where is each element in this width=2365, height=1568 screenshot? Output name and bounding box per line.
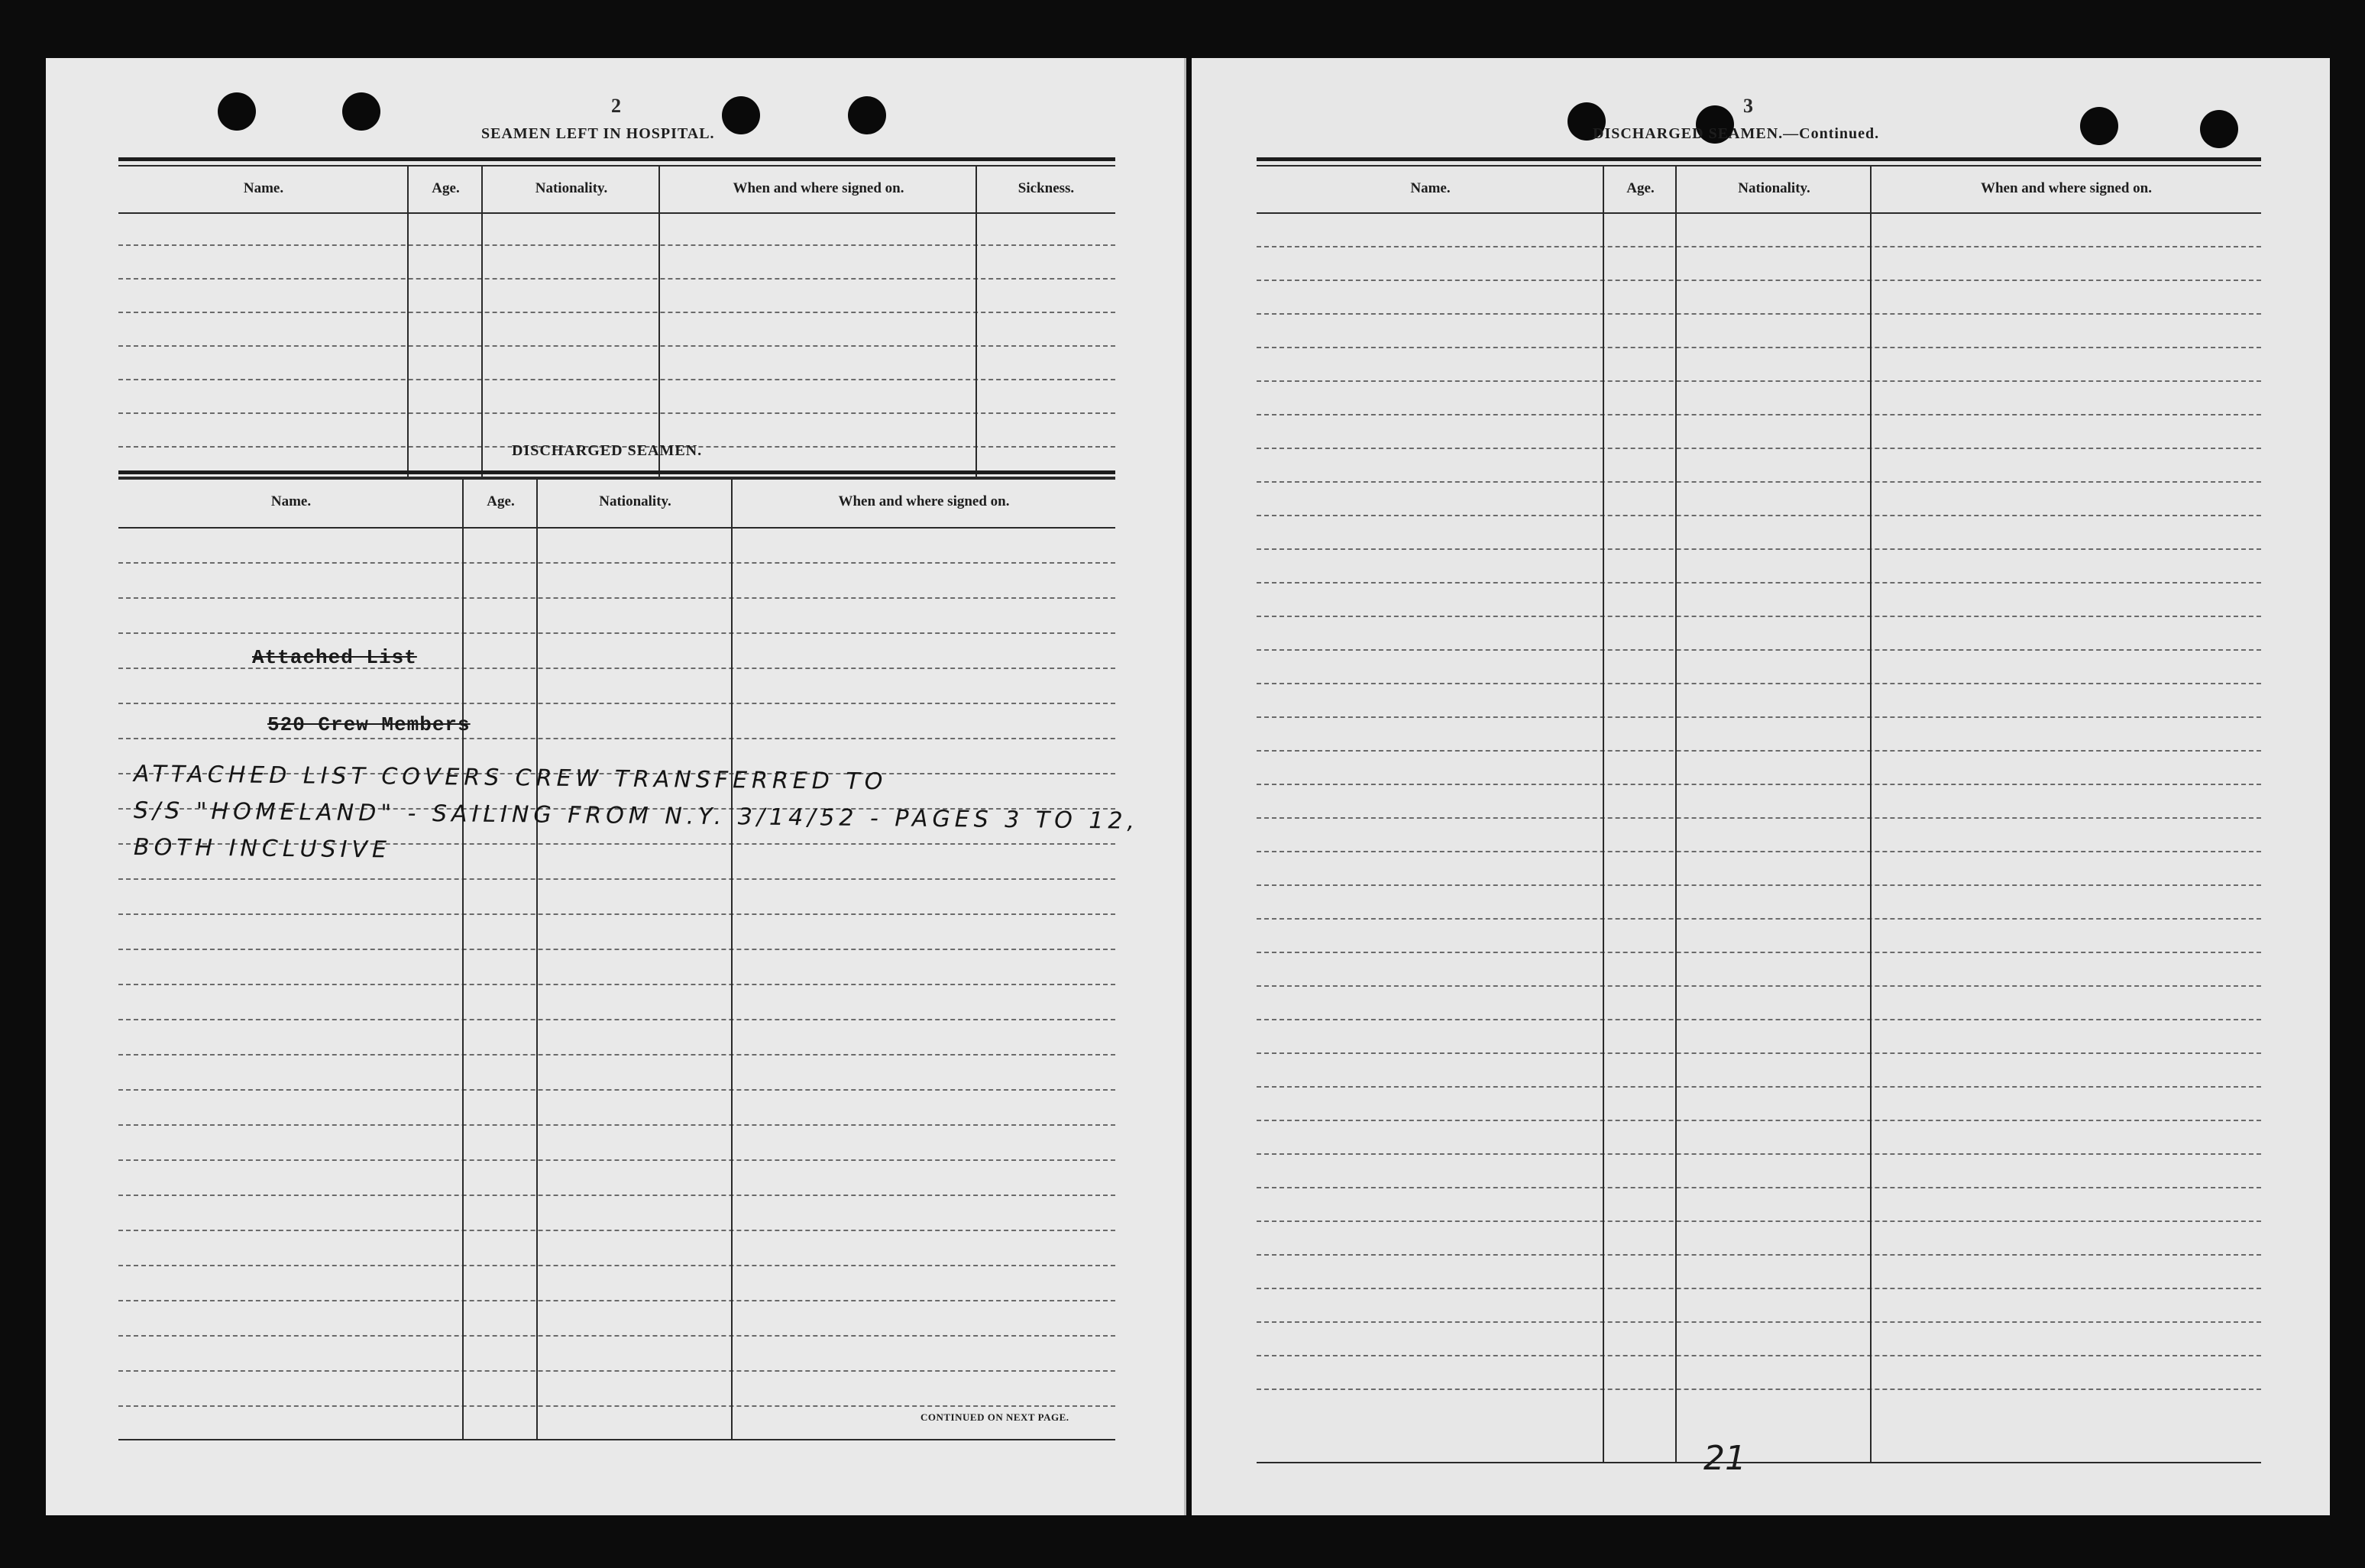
punch-hole <box>342 92 380 131</box>
column-header: Age. <box>1626 180 1655 196</box>
handwritten-note-line: ATTACHED LIST COVERS CREW TRANSFERRED TO <box>133 761 888 796</box>
column-header: When and where signed on. <box>733 180 904 196</box>
page-number: 2 <box>611 95 621 117</box>
column-header: Nationality. <box>599 493 671 509</box>
punch-hole <box>2200 110 2238 148</box>
left-page <box>46 58 1186 1515</box>
punch-hole <box>722 96 760 134</box>
discharged-table <box>118 470 1115 1463</box>
column-header: Sickness. <box>1017 180 1075 196</box>
column-header: Age. <box>432 180 460 196</box>
column-header: Name. <box>1410 180 1451 196</box>
continued-footer: CONTINUED ON NEXT PAGE. <box>920 1411 1069 1423</box>
column-header: When and where signed on. <box>1980 180 2152 196</box>
column-header: Nationality. <box>1738 180 1810 196</box>
handwritten-note-line: BOTH INCLUSIVE <box>133 834 392 864</box>
hospital-section-title: SEAMEN LEFT IN HOSPITAL. <box>481 125 715 142</box>
struck-entry: Attached List <box>252 646 417 669</box>
right-page <box>1192 58 2330 1515</box>
discharged-section-title: DISCHARGED SEAMEN. <box>512 442 703 459</box>
struck-entry: 520 Crew Members <box>267 713 471 736</box>
handwritten-note-line: S/S "HOMELAND" - SAILING FROM N.Y. 3/14/52 - PAGES 3 TO 12, <box>133 797 1140 835</box>
column-header: Name. <box>270 493 312 509</box>
handwritten-page-mark: 21 <box>1703 1439 1746 1478</box>
column-header: Age. <box>487 493 515 509</box>
punch-hole <box>218 92 256 131</box>
discharged-continued-title: DISCHARGED SEAMEN.—Continued. <box>1593 125 1880 142</box>
page-number: 3 <box>1743 95 1753 117</box>
discharged-continued-table <box>1257 157 2261 1471</box>
column-header: Name. <box>243 180 284 196</box>
hospital-table <box>118 157 1115 486</box>
column-header: Nationality. <box>535 180 608 196</box>
punch-hole <box>848 96 886 134</box>
punch-hole <box>2080 107 2118 145</box>
column-header: When and where signed on. <box>838 493 1010 509</box>
